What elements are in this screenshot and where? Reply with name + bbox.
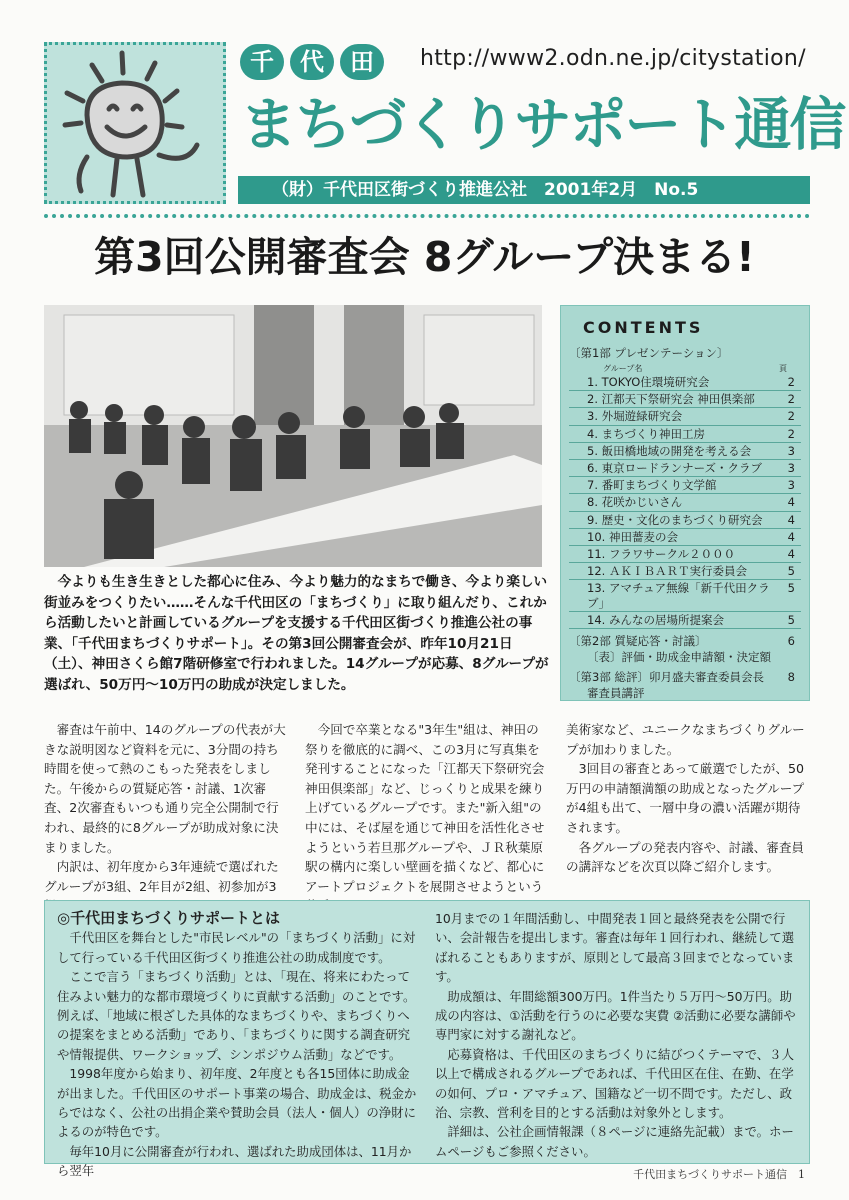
part2-label: 〔第2部 質疑応答・討議〕 [569,634,707,649]
sun-mascot-icon [47,45,223,201]
item-page: 5 [787,612,795,627]
body-paragraph: 内訳は、初年度から3年連続で選ばれたグループが3組、2年目が2組、初参加が3 [44,859,279,894]
about-paragraph: 詳細は、公社企画情報課（８ページに連絡先記載）まで。ホームページもご参照ください。 [435,1124,794,1159]
contents-part2-note: 〔表〕評価・助成金申請額・決定額 [587,650,771,665]
item-page: 4 [787,512,795,527]
about-paragraph: 毎年10月に公開審査が行われ、選ばれた助成団体は、11月から翌年 [57,1143,412,1179]
item-name: 9. 歴史・文化のまちづくり研究会 [587,512,763,527]
body-column-2 [305,720,548,916]
contents-item [569,546,801,563]
body-column-3 [566,720,809,916]
item-page: 4 [787,547,795,562]
item-page: 2 [787,409,795,424]
website-url: http://www2.odn.ne.jp/citystation/ [420,46,806,71]
part3-page: 8 [787,670,795,685]
publisher-bar: （財）千代田区街づくり推進公社 2001年2月 No.5 [238,176,810,204]
body-paragraph: 各グループの発表内容や、討議、審査員の講評などを次頁以降ご紹介します。 [566,839,805,875]
item-page: 2 [787,392,795,407]
item-name: 12. ＡＫＩＢＡＲＴ実行委員会 [587,564,747,579]
item-name: 2. 江都天下祭研究会 神田倶楽部 [587,392,755,407]
item-name: 13. アマチュア無線「新千代田クラブ」 [587,581,770,610]
item-page: 3 [787,461,795,476]
contents-part3 [569,669,801,685]
contents-list [569,374,801,629]
body-column-1 [44,720,287,916]
item-name: 1. TOKYO住環境研究会 [587,375,710,389]
about-paragraph: ここで言う「まちづくり活動」とは、「現在、将来にわたって住みよい魅力的な都市環境づくりに貢献する活動」のことです。例えば、「地域に根ざした具体的なまちづくりや、まちづくりへの提案をまとめる活動」であり、「まちづくりに関する調査研究や情報提供、ワークショップ、シンポジウム活動」などです。 [57,969,416,1062]
pill-char: 代 [290,44,334,80]
item-name: 3. 外堀遊緑研究会 [587,409,683,424]
contents-col-header [603,363,787,374]
about-paragraph: 助成額は、年間総額300万円。1件当たり５万円〜50万円。助成の内容は、①活動を行うのに必要な実費 ②活動に必要な講師や専門家に対する謝礼など。 [435,988,796,1043]
about-title: ◎千代田まちづくりサポートとは [57,909,280,927]
contents-item [569,408,801,425]
pill-char: 千 [240,44,284,80]
body-paragraph: 審査は午前中、14のグループの代表が大きな説明図など資料を元に、3分間の持ち時間を使って熱のこもった発表をしました。午後からの質疑応答・討議、1次審査、2次審査もいつも通り完全公開制で行われ、最終的に8グループが助成対象に決まりました。 [44,722,286,855]
item-page: 3 [787,443,795,458]
contents-item [569,529,801,546]
contents-item [569,563,801,580]
item-name: 14. みんなの居場所提案会 [587,612,724,627]
page-headline: 第3回公開審査会 8グループ決まる! [94,233,755,281]
col-page-label: 頁 [779,364,787,373]
contents-item [569,391,801,408]
contents-part2 [569,633,801,649]
item-page: 2 [787,375,795,389]
body-paragraph: 今回で卒業となる"3年生"組は、神田の祭りを徹底的に調べ、この3月に写真集を発刊することになった「江都天下祭研究会 神田倶楽部」など、じっくりと成果を練り上げているグループです。また"新入組"の中には、そば屋を通じて神田を活性化させようという若旦那グループや、ＪＲ秋葉原駅の構内に楽しい壁画を描くなど、都心にアートプロジェクトを展開させようという [305,722,545,894]
item-name: 11. フラワサークル２０００ [587,547,736,562]
item-page: 4 [787,495,795,510]
item-name: 7. 番町まちづくり文学館 [587,478,717,493]
col-group-label: グループ名 [603,364,643,373]
contents-part3-note: 審査員講評 [587,686,645,701]
item-name: 4. まちづくり神田工房 [587,426,706,441]
item-page: 5 [787,581,795,596]
item-name: 8. 花咲かじいさん [587,495,683,510]
pill-char: 田 [340,44,384,80]
contents-part1: 〔第1部 プレゼンテーション〕 [569,346,729,360]
contents-item [569,494,801,511]
contents-item [569,512,801,529]
about-column-1 [57,909,419,1179]
item-page: 5 [787,564,795,579]
body-paragraph: 3回目の審査とあって厳選でしたが、50万円の申請額満額の助成となったグループが4組も出て、一層中身の濃い活躍が期待されます。 [566,761,805,835]
contents-item [569,580,801,611]
article-body [44,720,810,916]
newsletter-title: まちづくりサポート通信 [240,92,845,158]
dotted-divider [44,214,810,218]
contents-item [569,374,801,391]
item-page: 4 [787,529,795,544]
item-name: 5. 飯田橋地域の開発を考える会 [587,443,752,458]
item-name: 6. 東京ロードランナーズ・クラブ [587,461,763,476]
item-name: 10. 神田薔麦の会 [587,529,678,544]
contents-item [569,612,801,629]
contents-item [569,460,801,477]
body-paragraph: 美術家など、ユニークなまちづくりグループが加わりました。 [566,722,805,757]
contents-item [569,443,801,460]
about-paragraph: 千代田区を舞台とした"市民レベル"の「まちづくり活動」に対して行っている千代田区街づくり推進公社の助成制度です。 [57,930,416,965]
about-column-2 [435,909,797,1157]
page-footer: 千代田まちづくりサポート通信 1 [633,1168,805,1181]
about-paragraph: 応募資格は、千代田区のまちづくりに結びつくテーマで、３人以上で構成されるグループであれば、千代田区在住、在勤、在学の如何、プロ・アマチュア、国籍など一切不問です。ただし、政治、宗教、営利を目的とする活動は対象外とします。 [435,1046,794,1121]
contents-item [569,477,801,494]
part3-label: 〔第3部 総評〕卯月盛夫審査委員会長 [569,670,764,685]
item-page: 2 [787,426,795,441]
meeting-photo [44,305,542,567]
lead-paragraph: 今よりも生き生きとした都心に住み、今より魅力的なまちで働き、今より楽しい街並みをつくりたい……そんな千代田区の「まちづくり」に取り組んだり、これから活動したいと計画しているグループを支援する千代田区街づくり推進公社の事業、「千代田まちづくりサポート」。その第3回公開審査会が、昨年10月21日（土）、神田さくら館7階研修室で行われました。14グループが応募、8グループが選ばれ、50万円〜10万円の助成が決定しました。 [44,574,549,693]
city-name-pills [240,44,384,80]
contents-item [569,426,801,443]
item-page: 3 [787,478,795,493]
contents-title: CONTENTS [583,318,704,337]
contents-panel [560,305,810,701]
about-paragraph: 1998年度から始まり、初年度、2年度とも各15団体に助成金が出ました。千代田区のサポート事業の場合、助成金は、税金からではなく、公社の出捐企業や賛助会員（法人・個人）の浄財によるのが特色です。 [57,1066,417,1140]
about-paragraph: 10月までの１年間活動し、中間発表１回と最終発表を公開で行い、会計報告を提出します。審査は毎年１回行われ、継続して選ばれることもありますが、原則として最高３回までとなっています。 [435,911,795,985]
mascot-logo [44,42,226,204]
part2-page: 6 [787,634,795,649]
